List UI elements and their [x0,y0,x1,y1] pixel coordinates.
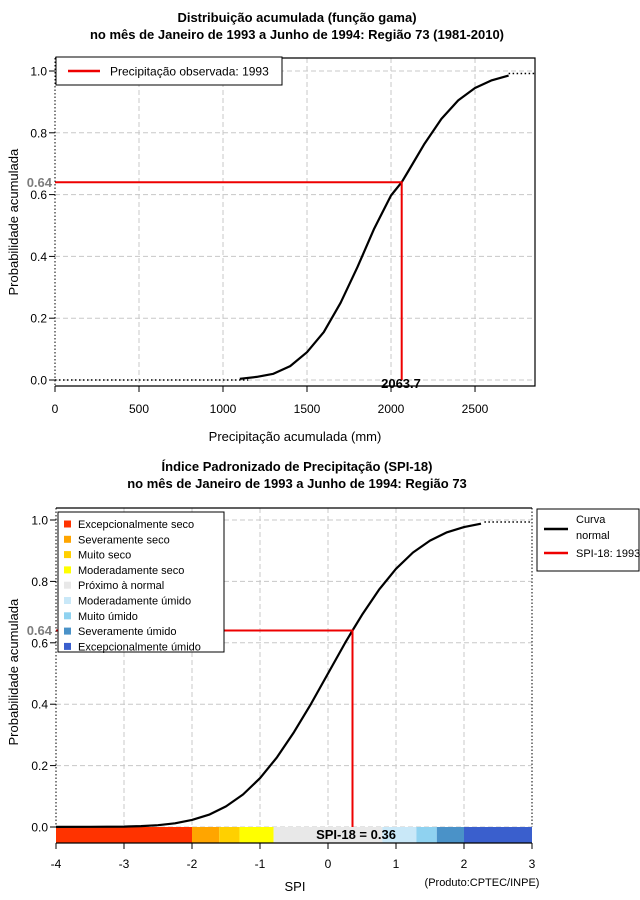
legend-label: SPI-18: 1993 [576,548,640,560]
chart1-x-axis-label: Precipitação acumulada (mm) [208,429,382,444]
plot-border [55,58,535,386]
x-tick-label: 500 [128,402,150,416]
x-tick-label: 2500 [461,402,489,416]
legend-swatch [64,521,71,528]
category-bar-segment [240,827,274,843]
legend-label: Muito seco [78,549,132,562]
legend-swatch [64,597,71,604]
chart2-title: Índice Padronizado de Precipitação (SPI-18) [161,459,433,474]
category-bar-segment [56,827,192,843]
legend-swatch [64,643,71,650]
y-tick-label: 0.6 [31,636,48,651]
gamma-cdf-curve [240,76,509,379]
y-tick-label: 0.8 [31,574,48,589]
x-tick-label: -4 [50,857,62,871]
legend-label: Precipitação observada: 1993 [110,64,269,79]
chart1-y-axis-label: Probabilidade acumulada [5,148,21,296]
y-tick-label: 0.4 [30,249,47,264]
legend-label: Moderadamente seco [78,564,185,577]
x-tick-label: -1 [254,857,266,871]
y-tick-label: 0.8 [30,126,47,141]
chart1-title: Distribuição acumulada (função gama) [177,10,417,25]
legend-label: normal [576,530,610,542]
legend-label: Severamente seco [78,534,170,547]
chart1-subtitle: no mês de Janeiro de 1993 a Junho de 1994: Região 73 (1981-2010) [89,27,505,42]
x-tick-label: -2 [186,857,198,871]
x-tick-label: 2000 [377,402,405,416]
chart2-probability-annotation: 0.64 [26,623,52,638]
product-credit-note: (Produto:CPTEC/INPE) [424,877,540,889]
y-tick-label: 0.2 [30,311,47,326]
x-tick-label: 2 [460,857,468,871]
x-tick-label: 3 [528,857,536,871]
legend-label: Excepcionalmente úmido [78,641,201,654]
chart2-y-axis-label: Probabilidade acumulada [5,598,21,746]
legend-label: Curva [576,514,606,526]
reference-line-red [56,631,353,828]
category-bar-segment [219,827,239,843]
y-tick-label: 1.0 [30,64,47,79]
chart1-precipitation-annotation: 2063.7 [381,376,421,391]
legend-swatch [64,551,71,558]
y-tick-label: 0.6 [30,188,47,203]
chart1-probability-annotation: 0.64 [26,175,52,190]
chart2-x-axis-label: SPI [284,879,306,894]
legend-label: Severamente úmido [78,626,177,639]
legend-swatch [64,582,71,589]
legend-label: Moderadamente úmido [78,595,192,608]
category-bar-segment [437,827,464,843]
legend-label: Excepcionalmente seco [78,519,195,531]
legend-label: Muito úmido [78,610,138,623]
x-tick-label: 0 [51,402,59,416]
legend-swatch [64,536,71,543]
chart2-subtitle: no mês de Janeiro de 1993 a Junho de 1994: Região 73 [127,476,467,491]
y-tick-label: 0.4 [31,697,48,712]
x-tick-label: 1000 [209,402,237,416]
y-tick-label: 1.0 [31,513,48,528]
x-tick-label: 1 [392,857,400,871]
chart2-spi-value-annotation: SPI-18 = 0.36 [316,827,396,842]
legend-swatch [64,566,71,573]
category-bar-segment [192,827,219,843]
y-tick-label: 0.2 [31,759,48,774]
y-tick-label: 0.0 [31,820,48,835]
x-tick-label: 0 [324,857,332,871]
legend-label: Próximo à normal [78,580,165,593]
x-tick-label: -3 [118,857,130,871]
x-tick-label: 1500 [293,402,321,416]
legend-swatch [64,628,71,635]
y-tick-label: 0.0 [30,373,47,388]
legend-swatch [64,612,71,619]
category-bar-segment [464,827,532,843]
